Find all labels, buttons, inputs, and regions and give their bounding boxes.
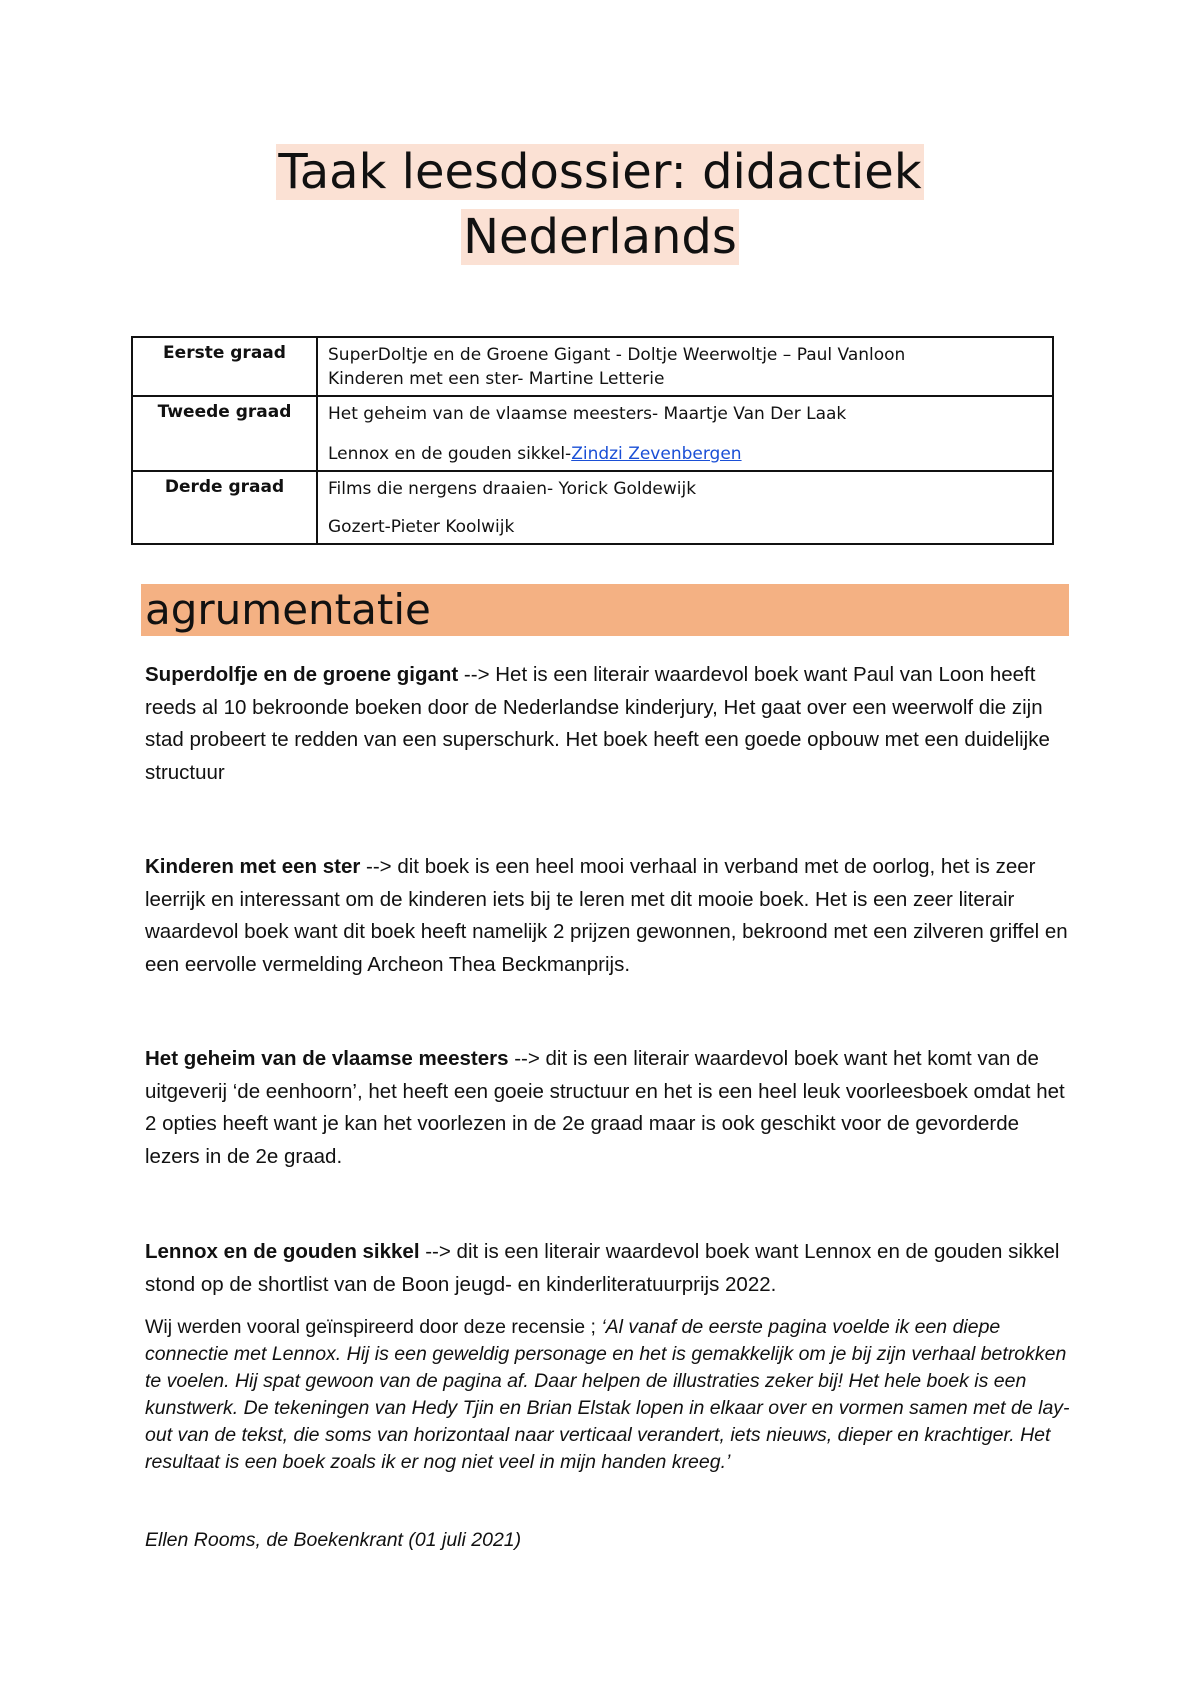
book-grade-table <box>131 336 1054 545</box>
books-cell <box>317 471 1053 544</box>
book-title: Kinderen met een ster <box>145 855 361 878</box>
title-line-1: Taak leesdossier: didactiek <box>278 144 922 200</box>
book-line: Films die nergens draaien- Yorick Goldewijk <box>328 479 697 499</box>
book-title: Het geheim van de vlaamse meesters <box>145 1047 509 1070</box>
book-line-text: Lennox en de gouden sikkel- <box>328 444 572 464</box>
book-line <box>328 442 1042 466</box>
quote-intro: Wij werden vooral geïnspireerd door deze recensie ; <box>145 1316 602 1338</box>
argument-paragraph <box>145 1043 1070 1173</box>
title-line-2: Nederlands <box>463 209 737 265</box>
books-cell <box>317 337 1053 396</box>
table-row <box>132 471 1053 544</box>
argument-paragraph <box>145 851 1070 981</box>
quote-text: ‘Al vanaf de eerste pagina voelde ik een diepe connectie met Lennox. Hij is een geweldig personage en het is gemakkelijk om je bij zijn verhaal betrokken te voelen. Hij spat gewoon van de pagina af. Daar helpen de illustraties zeker bij! Het hele boek is een kunstwerk. De tekeningen van Hedy Tjin en Brian Elstak lopen in elkaar over en vormen samen met de lay-out van de tekst, die soms van horizontaal naar verticaal verandert, iets nieuws, dieper en krachtiger. Het resultaat is een boek zoals ik er nog niet veel in mijn handen kreeg.’ <box>145 1316 1070 1473</box>
book-title: Superdolfje en de groene gigant <box>145 663 459 686</box>
argument-text: --> dit is een literair waardevol boek want het komt van de uitgeverij ‘de eenhoorn’, het heeft een goeie structuur en het is een heel leuk voorleesboek omdat het 2 opties heeft want je kan het voorlezen in de 2e graad maar is ook geschikt voor de gevorderde lezers in de 2e graad. <box>145 1047 1065 1168</box>
book-line: Kinderen met een ster- Martine Letterie <box>328 369 665 389</box>
grade-cell: Eerste graad <box>132 337 317 396</box>
table-row <box>132 337 1053 396</box>
document-title <box>0 140 1200 270</box>
book-line: SuperDoltje en de Groene Gigant - Doltje Weerwoltje – Paul Vanloon <box>328 345 906 365</box>
argument-paragraph <box>145 659 1070 789</box>
argument-text: --> dit boek is een heel mooi verhaal in verband met de oorlog, het is zeer leerrijk en interessant om de kinderen iets bij te leren met dit mooie boek. Het is een zeer literair waardevol boek want dit boek heeft namelijk 2 prijzen gewonnen, bekroond met een zilveren griffel en een eervolle vermelding Archeon Thea Beckmanprijs. <box>145 855 1068 976</box>
grade-cell: Derde graad <box>132 471 317 544</box>
argument-text: --> Het is een literair waardevol boek want Paul van Loon heeft reeds al 10 bekroonde boeken door de Nederlandse kinderjury, Het gaat over een weerwolf die zijn stad probeert te redden van een superschurk. Het boek heeft een goede opbouw met een duidelijke structuur <box>145 663 1050 784</box>
table-row <box>132 396 1053 471</box>
grade-cell: Tweede graad <box>132 396 317 471</box>
author-link[interactable]: Zindzi Zevenbergen <box>571 444 742 464</box>
book-line: Het geheim van de vlaamse meesters- Maartje Van Der Laak <box>328 404 847 424</box>
books-cell <box>317 396 1053 471</box>
argument-paragraph <box>145 1236 1070 1301</box>
section-heading: agrumentatie <box>141 584 1069 636</box>
argument-text: --> dit is een literair waardevol boek want Lennox en de gouden sikkel stond op de shortlist van de Boon jeugd- en kinderliteratuurprijs 2022. <box>145 1240 1060 1296</box>
book-title: Lennox en de gouden sikkel <box>145 1240 420 1263</box>
quote-source: Ellen Rooms, de Boekenkrant (01 juli 2021) <box>145 1529 522 1551</box>
review-quote <box>145 1314 1070 1476</box>
book-line: Gozert-Pieter Koolwijk <box>328 517 515 537</box>
